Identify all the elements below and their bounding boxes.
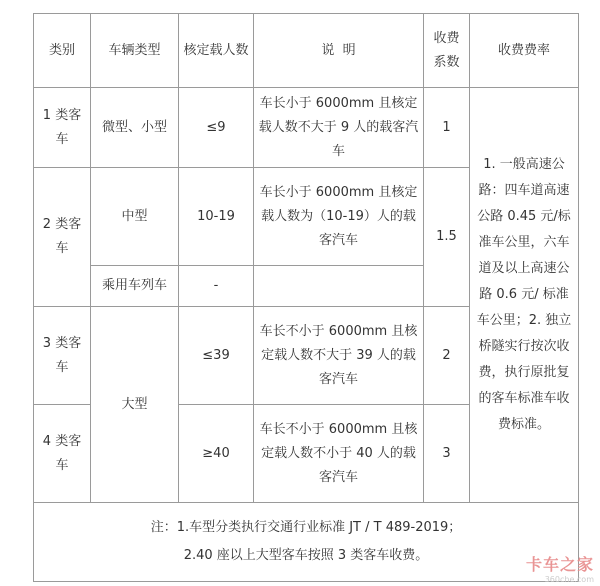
note-line-1: 注：1.车型分类执行交通行业标准 JT / T 489-2019； (150, 520, 462, 535)
cell-category: 4 类客车 (34, 405, 91, 503)
header-seats: 核定载人数 (179, 14, 254, 88)
cell-description: 车长不小于 6000mm 且核定载人数不小于 40 人的载客汽车 (254, 405, 424, 503)
watermark-main: 卡车之家 (525, 555, 594, 574)
header-rate: 收费费率 (470, 14, 579, 88)
header-vehicle-type: 车辆类型 (91, 14, 179, 88)
cell-category: 1 类客车 (34, 88, 91, 168)
cell-seats: 10-19 (179, 168, 254, 266)
table-row (34, 88, 579, 168)
cell-seats: ≥40 (179, 405, 254, 503)
header-category: 类别 (34, 14, 91, 88)
cell-description: 车长小于 6000mm 且核定载人数不大于 9 人的载客汽车 (254, 88, 424, 168)
note-line-2: 2.40 座以上大型客车按照 3 类客车收费。 (183, 548, 429, 563)
cell-seats: ≤39 (179, 307, 254, 405)
header-description: 说 明 (254, 14, 424, 88)
cell-vehicle-type: 中型 (91, 168, 179, 266)
cell-coefficient: 3 (424, 405, 470, 503)
cell-category: 3 类客车 (34, 307, 91, 405)
cell-seats: ≤9 (179, 88, 254, 168)
watermark-sub: 360che.com (544, 575, 594, 584)
cell-description: 车长不小于 6000mm 且核定载人数不大于 39 人的载客汽车 (254, 307, 424, 405)
table-header-row (34, 14, 579, 88)
table-note-row (34, 503, 579, 582)
cell-category: 2 类客车 (34, 168, 91, 307)
cell-vehicle-type: 微型、小型 (91, 88, 179, 168)
table-note (34, 503, 579, 582)
cell-coefficient: 1.5 (424, 168, 470, 307)
cell-seats: - (179, 266, 254, 307)
cell-rate: 1. 一般高速公路：四车道高速公路 0.45 元/标准车公里，六车道及以上高速公路 0.6 元/ 标准车公里；2. 独立桥隧实行按次收费，执行原批复的客车标准车收费标准。 (470, 88, 579, 503)
toll-rate-table (33, 13, 579, 582)
cell-description (254, 266, 424, 307)
cell-vehicle-type: 大型 (91, 307, 179, 503)
header-coefficient: 收费系数 (424, 14, 470, 88)
cell-vehicle-type: 乘用车列车 (91, 266, 179, 307)
cell-coefficient: 2 (424, 307, 470, 405)
cell-coefficient: 1 (424, 88, 470, 168)
cell-description: 车长小于 6000mm 且核定载人数为（10-19）人的载客汽车 (254, 168, 424, 266)
